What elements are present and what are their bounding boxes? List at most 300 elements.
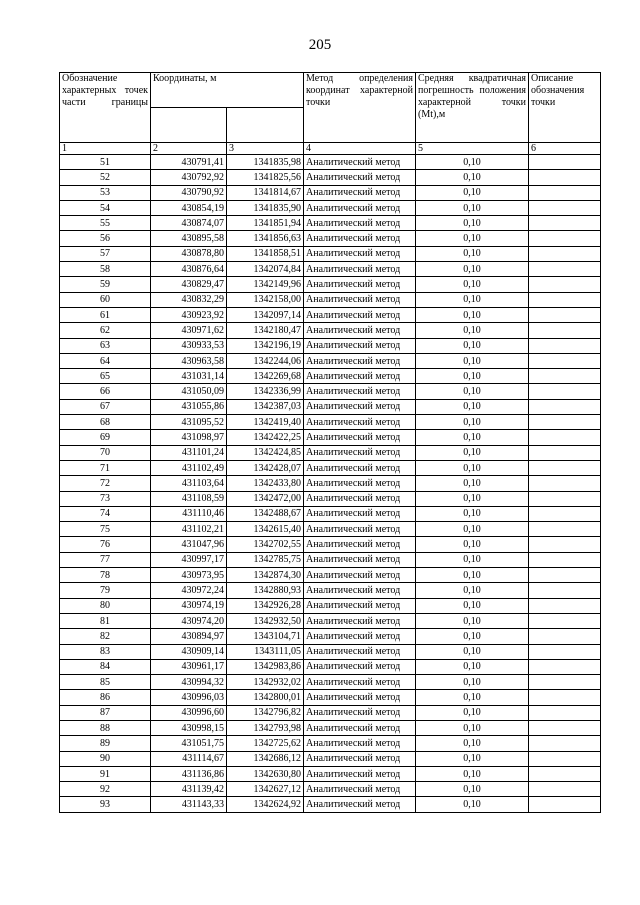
- table-row: [60, 369, 601, 384]
- coordinate-x-cell: 431114,67: [151, 751, 227, 766]
- description-cell: [529, 338, 601, 353]
- description-cell: [529, 766, 601, 781]
- point-number-cell: 93: [60, 797, 151, 812]
- coordinate-y-cell: 1342269,68: [227, 369, 304, 384]
- point-number-cell: 59: [60, 277, 151, 292]
- point-number-cell: 51: [60, 155, 151, 170]
- error-cell: 0,10: [416, 598, 529, 613]
- error-cell: 0,10: [416, 644, 529, 659]
- coordinate-y-cell: 1342785,75: [227, 552, 304, 567]
- error-cell: 0,10: [416, 445, 529, 460]
- point-number-cell: 82: [60, 629, 151, 644]
- table-row: [60, 736, 601, 751]
- method-cell: Аналитический метод: [304, 353, 416, 368]
- method-cell: Аналитический метод: [304, 277, 416, 292]
- coordinate-y-cell: 1341814,67: [227, 185, 304, 200]
- table-row: [60, 246, 601, 261]
- coordinate-x-cell: 431102,21: [151, 522, 227, 537]
- description-cell: [529, 659, 601, 674]
- description-cell: [529, 323, 601, 338]
- point-number-cell: 55: [60, 216, 151, 231]
- coordinate-y-cell: 1343111,05: [227, 644, 304, 659]
- method-cell: Аналитический метод: [304, 720, 416, 735]
- description-cell: [529, 491, 601, 506]
- coordinate-y-cell: 1342932,02: [227, 675, 304, 690]
- description-cell: [529, 629, 601, 644]
- column-number-row: [60, 143, 601, 155]
- table-row: [60, 185, 601, 200]
- description-cell: [529, 155, 601, 170]
- table-row: [60, 522, 601, 537]
- coordinate-x-cell: 430974,19: [151, 598, 227, 613]
- description-cell: [529, 460, 601, 475]
- error-cell: 0,10: [416, 384, 529, 399]
- coordinate-x-cell: 430933,53: [151, 338, 227, 353]
- coordinate-x-cell: 430790,92: [151, 185, 227, 200]
- point-number-cell: 53: [60, 185, 151, 200]
- error-cell: 0,10: [416, 170, 529, 185]
- description-cell: [529, 292, 601, 307]
- coordinate-y-cell: 1342158,00: [227, 292, 304, 307]
- point-number-cell: 90: [60, 751, 151, 766]
- method-cell: Аналитический метод: [304, 338, 416, 353]
- column-number: 1: [60, 143, 151, 155]
- coordinate-x-cell: 430996,60: [151, 705, 227, 720]
- error-cell: 0,10: [416, 292, 529, 307]
- method-cell: Аналитический метод: [304, 751, 416, 766]
- point-number-cell: 86: [60, 690, 151, 705]
- coordinate-y-cell: 1342097,14: [227, 307, 304, 322]
- method-cell: Аналитический метод: [304, 659, 416, 674]
- coordinate-y-cell: 1342074,84: [227, 262, 304, 277]
- coordinate-y-cell: 1343104,71: [227, 629, 304, 644]
- error-cell: 0,10: [416, 552, 529, 567]
- error-cell: 0,10: [416, 353, 529, 368]
- point-number-cell: 87: [60, 705, 151, 720]
- error-cell: 0,10: [416, 751, 529, 766]
- point-number-cell: 91: [60, 766, 151, 781]
- point-number-cell: 62: [60, 323, 151, 338]
- description-cell: [529, 415, 601, 430]
- coordinate-x-cell: 431139,42: [151, 782, 227, 797]
- method-cell: Аналитический метод: [304, 185, 416, 200]
- method-cell: Аналитический метод: [304, 399, 416, 414]
- description-cell: [529, 200, 601, 215]
- method-cell: Аналитический метод: [304, 644, 416, 659]
- coordinate-x-cell: 431110,46: [151, 506, 227, 521]
- point-number-cell: 73: [60, 491, 151, 506]
- error-cell: 0,10: [416, 155, 529, 170]
- method-cell: Аналитический метод: [304, 155, 416, 170]
- description-cell: [529, 552, 601, 567]
- method-cell: Аналитический метод: [304, 323, 416, 338]
- coordinate-x-cell: 430854,19: [151, 200, 227, 215]
- coordinate-x-cell: 430974,20: [151, 613, 227, 628]
- error-cell: 0,10: [416, 782, 529, 797]
- error-cell: 0,10: [416, 659, 529, 674]
- description-cell: [529, 705, 601, 720]
- coordinate-y-cell: 1342874,30: [227, 568, 304, 583]
- point-number-cell: 71: [60, 460, 151, 475]
- table-row: [60, 476, 601, 491]
- method-cell: Аналитический метод: [304, 445, 416, 460]
- error-cell: 0,10: [416, 246, 529, 261]
- description-cell: [529, 216, 601, 231]
- coordinate-y-cell: 1342180,47: [227, 323, 304, 338]
- error-cell: 0,10: [416, 430, 529, 445]
- coordinate-x-cell: 431098,97: [151, 430, 227, 445]
- table-row: [60, 200, 601, 215]
- description-cell: [529, 384, 601, 399]
- error-cell: 0,10: [416, 323, 529, 338]
- coordinate-y-cell: 1342419,40: [227, 415, 304, 430]
- method-cell: Аналитический метод: [304, 292, 416, 307]
- coordinate-x-cell: 430973,95: [151, 568, 227, 583]
- point-number-cell: 77: [60, 552, 151, 567]
- error-cell: 0,10: [416, 583, 529, 598]
- header-coord-y-empty: [227, 108, 304, 143]
- error-cell: 0,10: [416, 705, 529, 720]
- table-row: [60, 231, 601, 246]
- method-cell: Аналитический метод: [304, 246, 416, 261]
- coordinate-x-cell: 430895,58: [151, 231, 227, 246]
- coordinate-y-cell: 1341835,90: [227, 200, 304, 215]
- point-number-cell: 66: [60, 384, 151, 399]
- coordinate-y-cell: 1342244,06: [227, 353, 304, 368]
- coordinate-y-cell: 1341851,94: [227, 216, 304, 231]
- coordinate-x-cell: 430829,47: [151, 277, 227, 292]
- description-cell: [529, 353, 601, 368]
- table-row: [60, 292, 601, 307]
- coordinate-x-cell: 431055,86: [151, 399, 227, 414]
- error-cell: 0,10: [416, 629, 529, 644]
- error-cell: 0,10: [416, 720, 529, 735]
- coordinate-x-cell: 430832,29: [151, 292, 227, 307]
- coordinate-y-cell: 1342387,03: [227, 399, 304, 414]
- method-cell: Аналитический метод: [304, 736, 416, 751]
- table-row: [60, 338, 601, 353]
- table-row: [60, 277, 601, 292]
- error-cell: 0,10: [416, 200, 529, 215]
- method-cell: Аналитический метод: [304, 537, 416, 552]
- error-cell: 0,10: [416, 277, 529, 292]
- method-cell: Аналитический метод: [304, 491, 416, 506]
- point-number-cell: 64: [60, 353, 151, 368]
- header-coordinates: Координаты, м: [151, 73, 304, 108]
- header-error: Средняя квадратичная погрешность положения характерной точки (Mt),м: [416, 73, 529, 143]
- error-cell: 0,10: [416, 506, 529, 521]
- table-row: [60, 506, 601, 521]
- coordinate-x-cell: 430997,17: [151, 552, 227, 567]
- description-cell: [529, 185, 601, 200]
- header-method: Метод определения координат характерной точки: [304, 73, 416, 143]
- coordinate-x-cell: 430972,24: [151, 583, 227, 598]
- table-row: [60, 644, 601, 659]
- coordinate-x-cell: 431051,75: [151, 736, 227, 751]
- coordinate-x-cell: 430923,92: [151, 307, 227, 322]
- point-number-cell: 83: [60, 644, 151, 659]
- coordinate-y-cell: 1342630,80: [227, 766, 304, 781]
- point-number-cell: 56: [60, 231, 151, 246]
- error-cell: 0,10: [416, 491, 529, 506]
- table-row: [60, 782, 601, 797]
- point-number-cell: 88: [60, 720, 151, 735]
- column-number: 5: [416, 143, 529, 155]
- coordinate-x-cell: 431047,96: [151, 537, 227, 552]
- coordinate-y-cell: 1342196,19: [227, 338, 304, 353]
- coordinate-y-cell: 1342615,40: [227, 522, 304, 537]
- description-cell: [529, 583, 601, 598]
- point-number-cell: 70: [60, 445, 151, 460]
- table-row: [60, 629, 601, 644]
- coordinate-y-cell: 1341825,56: [227, 170, 304, 185]
- coordinate-x-cell: 430876,64: [151, 262, 227, 277]
- description-cell: [529, 537, 601, 552]
- coordinate-x-cell: 430996,03: [151, 690, 227, 705]
- error-cell: 0,10: [416, 797, 529, 812]
- header-point-designation: Обозначение характерных точек части границы: [60, 73, 151, 143]
- point-number-cell: 57: [60, 246, 151, 261]
- coordinate-x-cell: 431031,14: [151, 369, 227, 384]
- method-cell: Аналитический метод: [304, 200, 416, 215]
- coordinate-x-cell: 430874,07: [151, 216, 227, 231]
- error-cell: 0,10: [416, 338, 529, 353]
- coordinate-x-cell: 431050,09: [151, 384, 227, 399]
- description-cell: [529, 399, 601, 414]
- point-number-cell: 75: [60, 522, 151, 537]
- description-cell: [529, 246, 601, 261]
- table-row: [60, 598, 601, 613]
- coordinate-x-cell: 431143,33: [151, 797, 227, 812]
- coordinate-x-cell: 430909,14: [151, 644, 227, 659]
- method-cell: Аналитический метод: [304, 690, 416, 705]
- error-cell: 0,10: [416, 613, 529, 628]
- point-number-cell: 85: [60, 675, 151, 690]
- error-cell: 0,10: [416, 399, 529, 414]
- coordinate-y-cell: 1342725,62: [227, 736, 304, 751]
- method-cell: Аналитический метод: [304, 598, 416, 613]
- point-number-cell: 84: [60, 659, 151, 674]
- point-number-cell: 72: [60, 476, 151, 491]
- coordinate-y-cell: 1342796,82: [227, 705, 304, 720]
- method-cell: Аналитический метод: [304, 369, 416, 384]
- header-coord-x-empty: [151, 108, 227, 143]
- point-number-cell: 65: [60, 369, 151, 384]
- coordinate-y-cell: 1342983,86: [227, 659, 304, 674]
- method-cell: Аналитический метод: [304, 231, 416, 246]
- method-cell: Аналитический метод: [304, 307, 416, 322]
- header-description: Описание обозначения точки: [529, 73, 601, 143]
- error-cell: 0,10: [416, 262, 529, 277]
- table-row: [60, 323, 601, 338]
- point-number-cell: 52: [60, 170, 151, 185]
- coordinate-y-cell: 1342686,12: [227, 751, 304, 766]
- column-number: 3: [227, 143, 304, 155]
- table-row: [60, 797, 601, 812]
- coordinate-y-cell: 1341856,63: [227, 231, 304, 246]
- description-cell: [529, 675, 601, 690]
- method-cell: Аналитический метод: [304, 476, 416, 491]
- table-row: [60, 399, 601, 414]
- table-row: [60, 705, 601, 720]
- coordinate-x-cell: 430998,15: [151, 720, 227, 735]
- error-cell: 0,10: [416, 675, 529, 690]
- method-cell: Аналитический метод: [304, 460, 416, 475]
- table-row: [60, 384, 601, 399]
- table-row: [60, 430, 601, 445]
- point-number-cell: 74: [60, 506, 151, 521]
- table-row: [60, 583, 601, 598]
- method-cell: Аналитический метод: [304, 262, 416, 277]
- point-number-cell: 89: [60, 736, 151, 751]
- description-cell: [529, 613, 601, 628]
- table-row: [60, 307, 601, 322]
- coordinate-y-cell: 1342932,50: [227, 613, 304, 628]
- error-cell: 0,10: [416, 185, 529, 200]
- description-cell: [529, 231, 601, 246]
- description-cell: [529, 644, 601, 659]
- point-number-cell: 68: [60, 415, 151, 430]
- point-number-cell: 61: [60, 307, 151, 322]
- method-cell: Аналитический метод: [304, 797, 416, 812]
- point-number-cell: 80: [60, 598, 151, 613]
- table-row: [60, 216, 601, 231]
- error-cell: 0,10: [416, 736, 529, 751]
- coordinate-x-cell: 431102,49: [151, 460, 227, 475]
- table-row: [60, 659, 601, 674]
- table-row: [60, 445, 601, 460]
- method-cell: Аналитический метод: [304, 170, 416, 185]
- method-cell: Аналитический метод: [304, 384, 416, 399]
- point-number-cell: 58: [60, 262, 151, 277]
- point-number-cell: 92: [60, 782, 151, 797]
- point-number-cell: 79: [60, 583, 151, 598]
- coordinate-x-cell: 430791,41: [151, 155, 227, 170]
- coordinate-y-cell: 1342422,25: [227, 430, 304, 445]
- description-cell: [529, 568, 601, 583]
- coordinate-x-cell: 430792,92: [151, 170, 227, 185]
- column-number: 4: [304, 143, 416, 155]
- table-row: [60, 568, 601, 583]
- coordinate-y-cell: 1342488,67: [227, 506, 304, 521]
- table-row: [60, 690, 601, 705]
- description-cell: [529, 782, 601, 797]
- coordinate-y-cell: 1342624,92: [227, 797, 304, 812]
- method-cell: Аналитический метод: [304, 629, 416, 644]
- point-number-cell: 67: [60, 399, 151, 414]
- description-cell: [529, 369, 601, 384]
- error-cell: 0,10: [416, 766, 529, 781]
- coordinate-x-cell: 431108,59: [151, 491, 227, 506]
- point-number-cell: 60: [60, 292, 151, 307]
- coordinate-x-cell: 430894,97: [151, 629, 227, 644]
- error-cell: 0,10: [416, 307, 529, 322]
- coordinate-y-cell: 1342424,85: [227, 445, 304, 460]
- coordinate-y-cell: 1342880,93: [227, 583, 304, 598]
- coordinate-y-cell: 1342793,98: [227, 720, 304, 735]
- method-cell: Аналитический метод: [304, 583, 416, 598]
- table-row: [60, 537, 601, 552]
- error-cell: 0,10: [416, 231, 529, 246]
- method-cell: Аналитический метод: [304, 782, 416, 797]
- method-cell: Аналитический метод: [304, 430, 416, 445]
- coordinate-y-cell: 1342926,28: [227, 598, 304, 613]
- table-row: [60, 675, 601, 690]
- error-cell: 0,10: [416, 522, 529, 537]
- point-number-cell: 81: [60, 613, 151, 628]
- method-cell: Аналитический метод: [304, 216, 416, 231]
- error-cell: 0,10: [416, 568, 529, 583]
- table-row: [60, 170, 601, 185]
- coordinate-y-cell: 1342800,01: [227, 690, 304, 705]
- column-number: 6: [529, 143, 601, 155]
- method-cell: Аналитический метод: [304, 415, 416, 430]
- description-cell: [529, 476, 601, 491]
- description-cell: [529, 307, 601, 322]
- description-cell: [529, 720, 601, 735]
- coordinate-y-cell: 1342336,99: [227, 384, 304, 399]
- coordinate-x-cell: 430994,32: [151, 675, 227, 690]
- error-cell: 0,10: [416, 476, 529, 491]
- coordinate-y-cell: 1342149,96: [227, 277, 304, 292]
- error-cell: 0,10: [416, 537, 529, 552]
- coordinate-y-cell: 1341835,98: [227, 155, 304, 170]
- coordinate-x-cell: 430971,62: [151, 323, 227, 338]
- method-cell: Аналитический метод: [304, 766, 416, 781]
- error-cell: 0,10: [416, 216, 529, 231]
- error-cell: 0,10: [416, 690, 529, 705]
- point-number-cell: 78: [60, 568, 151, 583]
- description-cell: [529, 430, 601, 445]
- table-row: [60, 751, 601, 766]
- description-cell: [529, 262, 601, 277]
- description-cell: [529, 736, 601, 751]
- table-row: [60, 491, 601, 506]
- coordinate-x-cell: 430961,17: [151, 659, 227, 674]
- table-row: [60, 262, 601, 277]
- coordinate-x-cell: 430878,80: [151, 246, 227, 261]
- coordinate-x-cell: 431103,64: [151, 476, 227, 491]
- coordinate-y-cell: 1342428,07: [227, 460, 304, 475]
- method-cell: Аналитический метод: [304, 705, 416, 720]
- description-cell: [529, 797, 601, 812]
- point-number-cell: 54: [60, 200, 151, 215]
- error-cell: 0,10: [416, 460, 529, 475]
- error-cell: 0,10: [416, 369, 529, 384]
- boundary-points-table: [59, 72, 601, 813]
- description-cell: [529, 445, 601, 460]
- table-row: [60, 353, 601, 368]
- method-cell: Аналитический метод: [304, 506, 416, 521]
- method-cell: Аналитический метод: [304, 675, 416, 690]
- coordinate-y-cell: 1341858,51: [227, 246, 304, 261]
- coordinate-x-cell: 430963,58: [151, 353, 227, 368]
- coordinate-y-cell: 1342702,55: [227, 537, 304, 552]
- table-header-row: [60, 73, 601, 108]
- coordinate-x-cell: 431101,24: [151, 445, 227, 460]
- point-number-cell: 69: [60, 430, 151, 445]
- error-cell: 0,10: [416, 415, 529, 430]
- description-cell: [529, 522, 601, 537]
- coordinate-y-cell: 1342433,80: [227, 476, 304, 491]
- table-row: [60, 460, 601, 475]
- coordinate-x-cell: 431136,86: [151, 766, 227, 781]
- table-row: [60, 613, 601, 628]
- method-cell: Аналитический метод: [304, 568, 416, 583]
- table-row: [60, 552, 601, 567]
- description-cell: [529, 751, 601, 766]
- method-cell: Аналитический метод: [304, 522, 416, 537]
